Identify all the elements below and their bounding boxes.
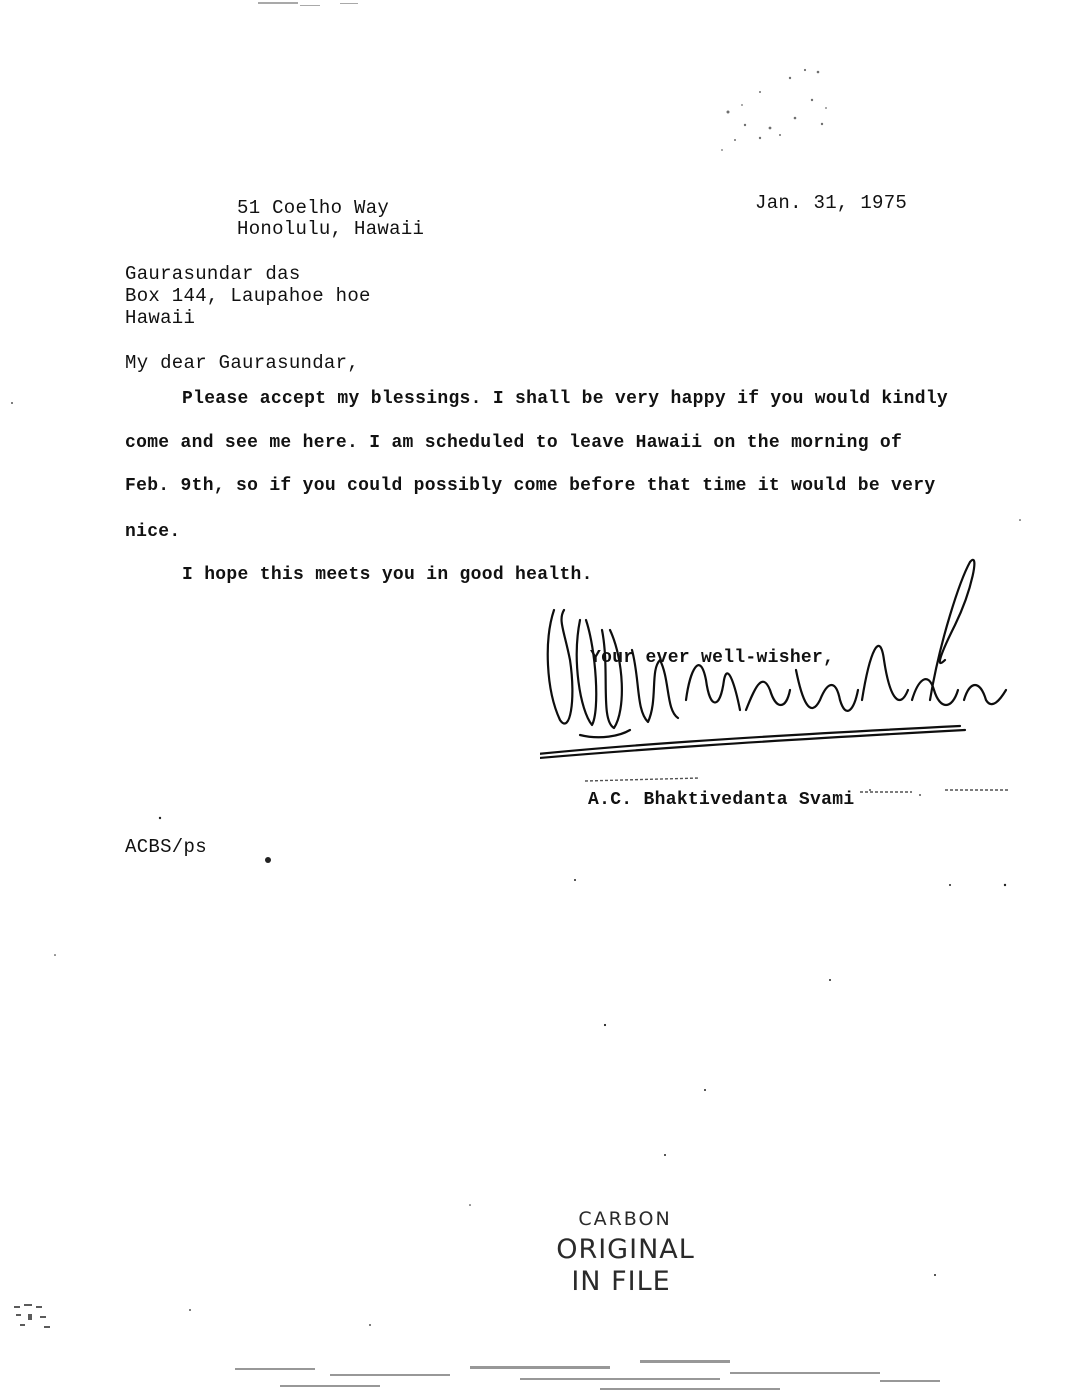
carbon-stamp-line1: CARBON [578,1208,672,1230]
recipient-name: Gaurasundar das [125,263,301,285]
carbon-stamp-line2: ORIGINAL [556,1234,695,1265]
recipient-address-line2: Box 144, Laupahoe hoe [125,285,371,307]
body-line: Feb. 9th, so if you could possibly come before that time it would be very [125,476,936,496]
typist-initials: ACBS/ps [125,836,207,858]
body-line: come and see me here. I am scheduled to leave Hawaii on the morning of [125,433,903,453]
sender-address-line2: Honolulu, Hawaii [237,218,425,240]
body-line: Please accept my blessings. I shall be very happy if you would kindly [182,389,949,409]
signer-name: A.C. Bhaktivedanta Svami [588,790,855,810]
closing-paragraph: I hope this meets you in good health. [182,565,593,585]
carbon-stamp-line3: IN FILE [571,1266,671,1297]
recipient-address-line3: Hawaii [125,307,196,329]
letter-date: Jan. 31, 1975 [755,192,908,214]
salutation: My dear Gaurasundar, [125,352,360,374]
valediction: Your ever well-wisher, [590,648,835,668]
body-line: nice. [125,522,181,542]
sender-address-line1: 51 Coelho Way [237,197,390,219]
